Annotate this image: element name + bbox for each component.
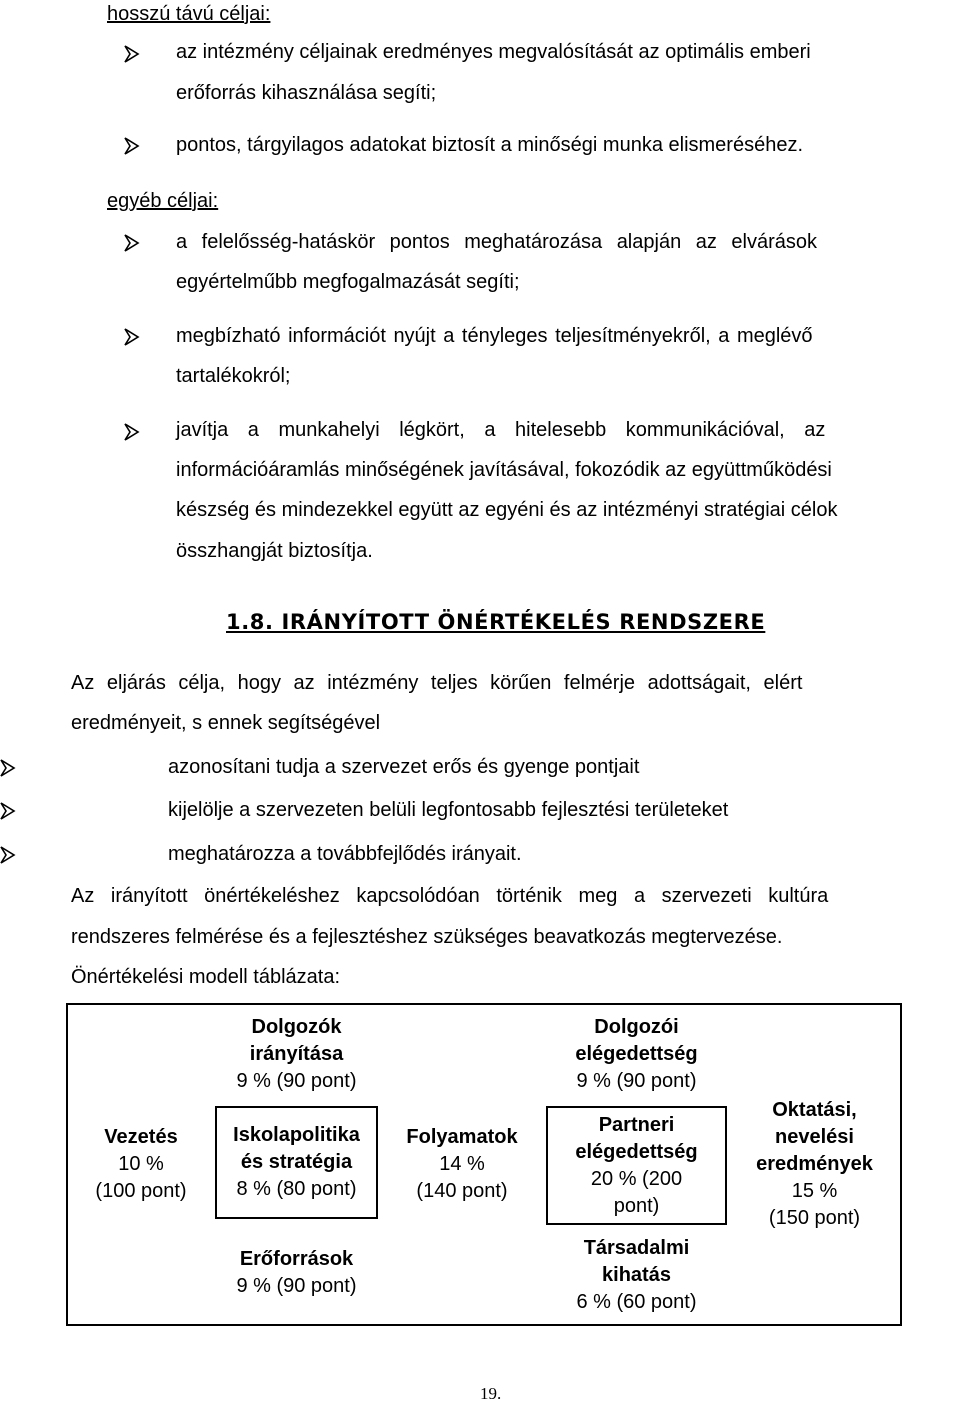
model-label: és stratégia [240,1151,353,1173]
section-paragraph-3: Önértékelési modell táblázata: [71,966,341,988]
model-points: 8 % (80 pont) [236,1178,357,1200]
model-label: kihatás [602,1264,671,1286]
arrow-bullet-icon [124,327,140,347]
model-box-vezetes [66,1003,216,1326]
model-points: (140 pont) [416,1180,508,1202]
model-percent: 14 % [439,1153,485,1175]
section-title: 1.8. IRÁNYÍTOTT ÖNÉRTÉKELÉS RENDSZERE [226,610,766,634]
section-bullet-2: kijelölje a szervezeten belüli legfontosabb fejlesztési területeket [168,799,729,821]
model-label: elégedettség [575,1140,698,1163]
model-points: 9 % (90 pont) [236,1274,357,1297]
section-bullet-3: meghatározza a továbbfejlődés irányait. [168,843,522,865]
model-points: 6 % (60 pont) [576,1291,697,1313]
model-box-eroforrasok [215,1219,378,1326]
other-item-2-line-2: tartalékokról; [176,365,291,387]
model-points: (150 pont) [768,1207,861,1229]
model-label: Iskolapolitika [233,1124,360,1146]
model-points: 9 % (90 pont) [236,1070,357,1092]
model-points: (100 pont) [95,1180,187,1202]
model-label: Erőforrások [239,1247,354,1270]
long-term-item-1-line-2: erőforrás kihasználása segíti; [176,82,437,104]
model-label: Vezetés [104,1126,178,1148]
model-label: Dolgozói [594,1016,679,1038]
model-box-iskolapolitika [215,1106,378,1219]
model-label: elégedettség [575,1043,698,1065]
model-label: Dolgozók [251,1016,342,1038]
other-item-2-line-1: megbízható információt nyújt a tényleges teljesítményekről, a meglévő [176,325,813,347]
other-goals-heading: egyéb céljai: [107,190,219,212]
model-points: pont) [613,1194,660,1217]
long-term-item-1-line-1: az intézmény céljainak eredményes megvalósítását az optimális emberi [176,41,811,63]
model-label: Partneri [598,1113,675,1136]
arrow-bullet-icon [124,44,140,64]
model-percent: 10 % [118,1153,164,1175]
other-item-3-line-4: összhangját biztosítja. [176,540,373,562]
model-box-dolgozok-iranyitasa [215,1003,378,1106]
model-box-dolgozoi-elegedettseg [546,1003,727,1106]
model-label: eredmények [756,1153,873,1175]
model-label: irányítása [249,1043,344,1065]
section-bullet-1: azonosítani tudja a szervezet erős és gyenge pontjait [168,756,640,778]
arrow-bullet-icon [124,233,140,253]
model-box-folyamatok [378,1003,546,1326]
section-paragraph-1-line-1: Az eljárás célja, hogy az intézmény teljes körűen felmérje adottságait, elért [71,672,803,694]
long-term-item-2: pontos, tárgyilagos adatokat biztosít a minőségi munka elismeréséhez. [176,134,804,156]
model-label: Oktatási, [772,1099,857,1121]
section-paragraph-2-line-1: Az irányított önértékeléshez kapcsolódóan történik meg a szervezeti kultúra [71,885,829,907]
other-item-3-line-1: javítja a munkahelyi légkört, a hitelesebb kommunikációval, az [176,419,826,441]
page-number: 19. [480,1384,502,1403]
model-box-tarsadalmi-kihatas [546,1225,727,1326]
model-box-partneri-elegedettseg [546,1106,727,1225]
arrow-bullet-icon [0,758,16,778]
model-percent: 15 % [791,1180,838,1202]
model-box-oktatasi-eredmenyek [727,1003,902,1326]
arrow-bullet-icon [0,801,16,821]
other-item-1-line-2: egyértelműbb megfogalmazását segíti; [176,271,520,293]
arrow-bullet-icon [124,136,140,156]
model-label: Folyamatok [406,1126,518,1148]
arrow-bullet-icon [124,422,140,442]
section-paragraph-1-line-2: eredményeit, s ennek segítségével [71,712,381,734]
other-item-1-line-1: a felelősség-hatáskör pontos meghatározása alapján az elvárások [176,231,818,253]
other-item-3-line-3: készség és mindezekkel együtt az egyéni és az intézményi stratégiai célok [176,499,838,521]
section-paragraph-2-line-2: rendszeres felmérése és a fejlesztéshez szükséges beavatkozás megtervezése. [71,926,783,948]
other-item-3-line-2: információáramlás minőségének javításával, fokozódik az együttműködési [176,459,832,481]
model-label: Társadalmi [583,1237,690,1259]
model-label: nevelési [775,1126,854,1148]
model-points: 20 % (200 [590,1167,683,1190]
long-term-heading: hosszú távú céljai: [107,3,271,25]
arrow-bullet-icon [0,845,16,865]
model-points: 9 % (90 pont) [576,1070,697,1092]
